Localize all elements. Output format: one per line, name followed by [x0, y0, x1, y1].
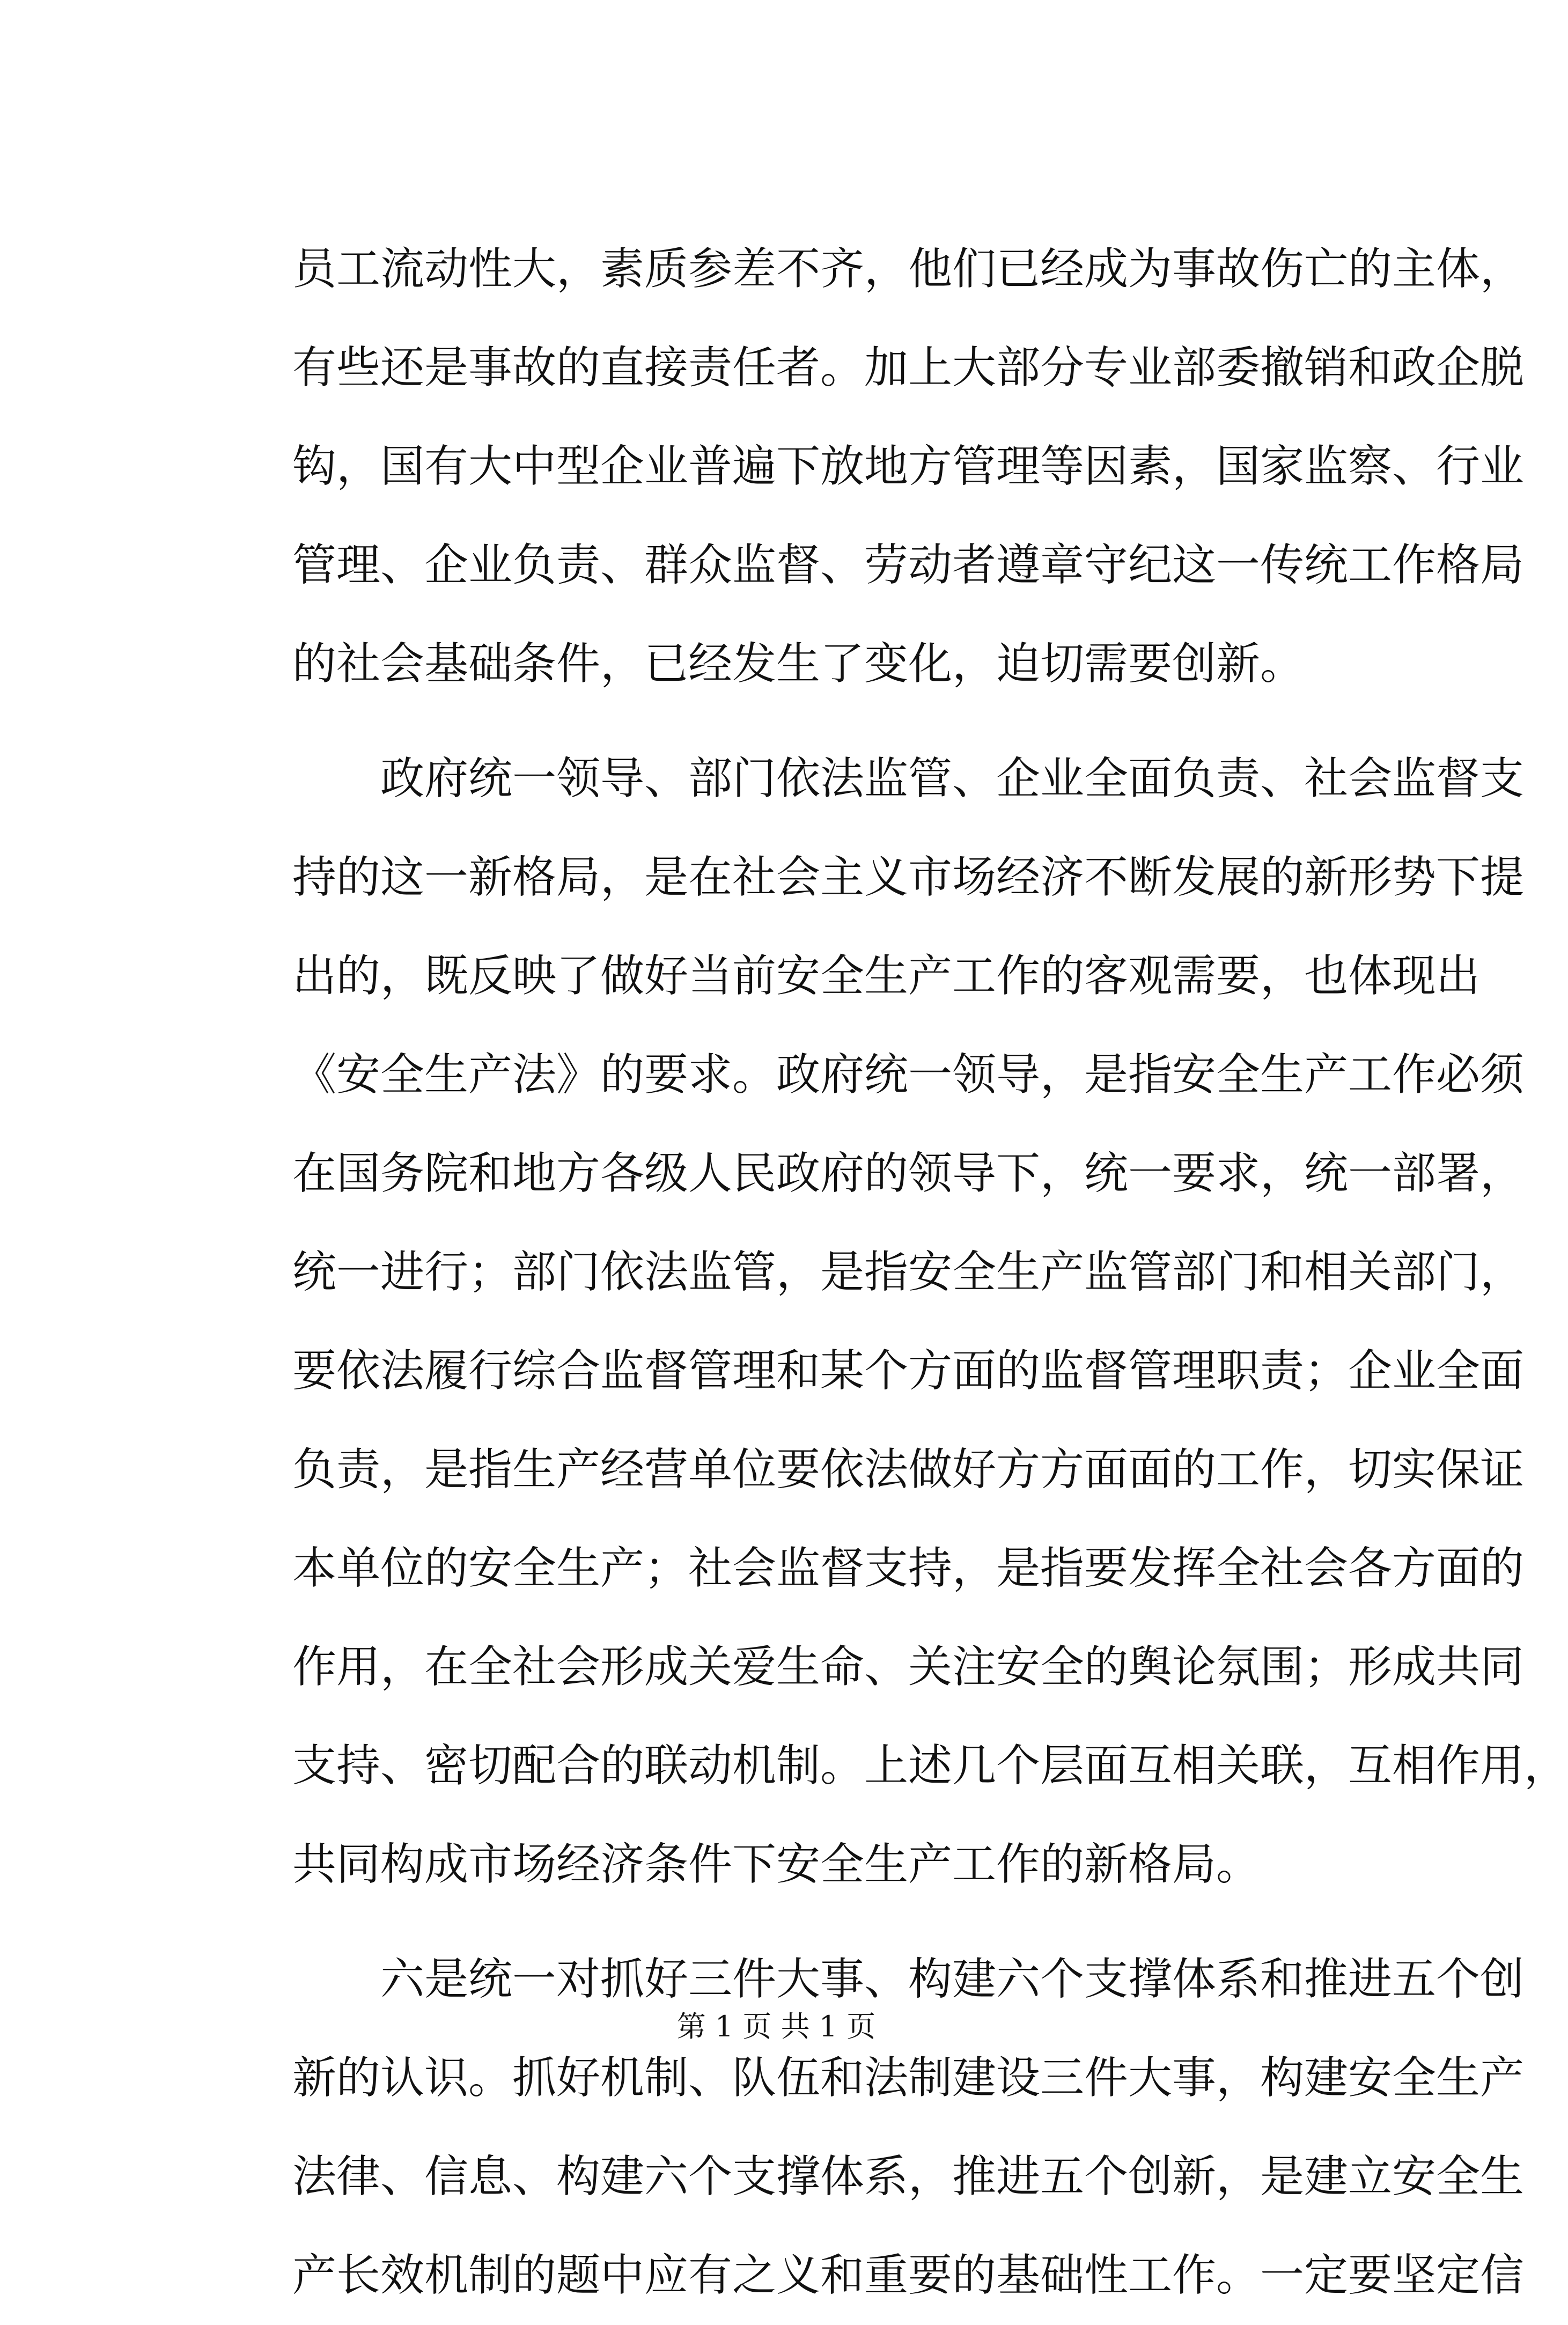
paragraph-gap	[292, 713, 1354, 730]
text-line: 管理、企业负责、群众监督、劳动者遵章守纪这一传统工作格局	[292, 540, 1525, 591]
text-line: 新的认识。抓好机制、队伍和法制建设三件大事，构建安全生产	[292, 2052, 1525, 2103]
text-line: 有些还是事故的直接责任者。加上大部分专业部委撤销和政企脱	[292, 342, 1525, 393]
text-line: 共同构成市场经济条件下安全生产工作的新格局。	[292, 1839, 1261, 1890]
page-footer: 第 1 页 共 1 页	[676, 2010, 876, 2043]
text-line: 负责，是指生产经营单位要依法做好方方面面的工作，切实保证	[292, 1444, 1525, 1495]
text-line: 统一进行；部门依法监管，是指安全生产监管部门和相关部门，	[292, 1247, 1525, 1298]
paragraph-gap	[292, 1914, 1354, 1930]
text-line: 法律、信息、构建六个支撑体系，推进五个创新，是建立安全生	[292, 2151, 1525, 2202]
text-line: 要依法履行综合监督管理和某个方面的监督管理职责；企业全面	[292, 1345, 1525, 1396]
text-line: 支持、密切配合的联动机制。上述几个层面互相关联，互相作用，	[292, 1740, 1568, 1791]
text-line: 在国务院和地方各级人民政府的领导下，统一要求，统一部署，	[292, 1148, 1525, 1199]
text-line: 持的这一新格局，是在社会主义市场经济不断发展的新形势下提	[292, 852, 1525, 903]
text-line: 出的，既反映了做好当前安全生产工作的客观需要，也体现出	[292, 951, 1481, 1002]
text-line: 六是统一对抓好三件大事、构建六个支撑体系和推进五个创	[292, 1954, 1525, 2005]
text-line: 产长效机制的题中应有之义和重要的基础性工作。一定要坚定信	[292, 2250, 1525, 2301]
text-line: 员工流动性大，素质参差不齐，他们已经成为事故伤亡的主体，	[292, 244, 1525, 295]
text-line: 《安全生产法》的要求。政府统一领导，是指安全生产工作必须	[292, 1049, 1525, 1100]
text-line: 作用，在全社会形成关爱生命、关注安全的舆论氛围；形成共同	[292, 1642, 1525, 1693]
text-line: 本单位的安全生产；社会监督支持，是指要发挥全社会各方面的	[292, 1543, 1525, 1594]
text-line: 的社会基础条件，已经发生了变化，迫切需要创新。	[292, 638, 1305, 689]
text-line: 钩，国有大中型企业普遍下放地方管理等因素，国家监察、行业	[292, 441, 1525, 492]
text-line: 政府统一领导、部门依法监管、企业全面负责、社会监督支	[292, 753, 1525, 804]
